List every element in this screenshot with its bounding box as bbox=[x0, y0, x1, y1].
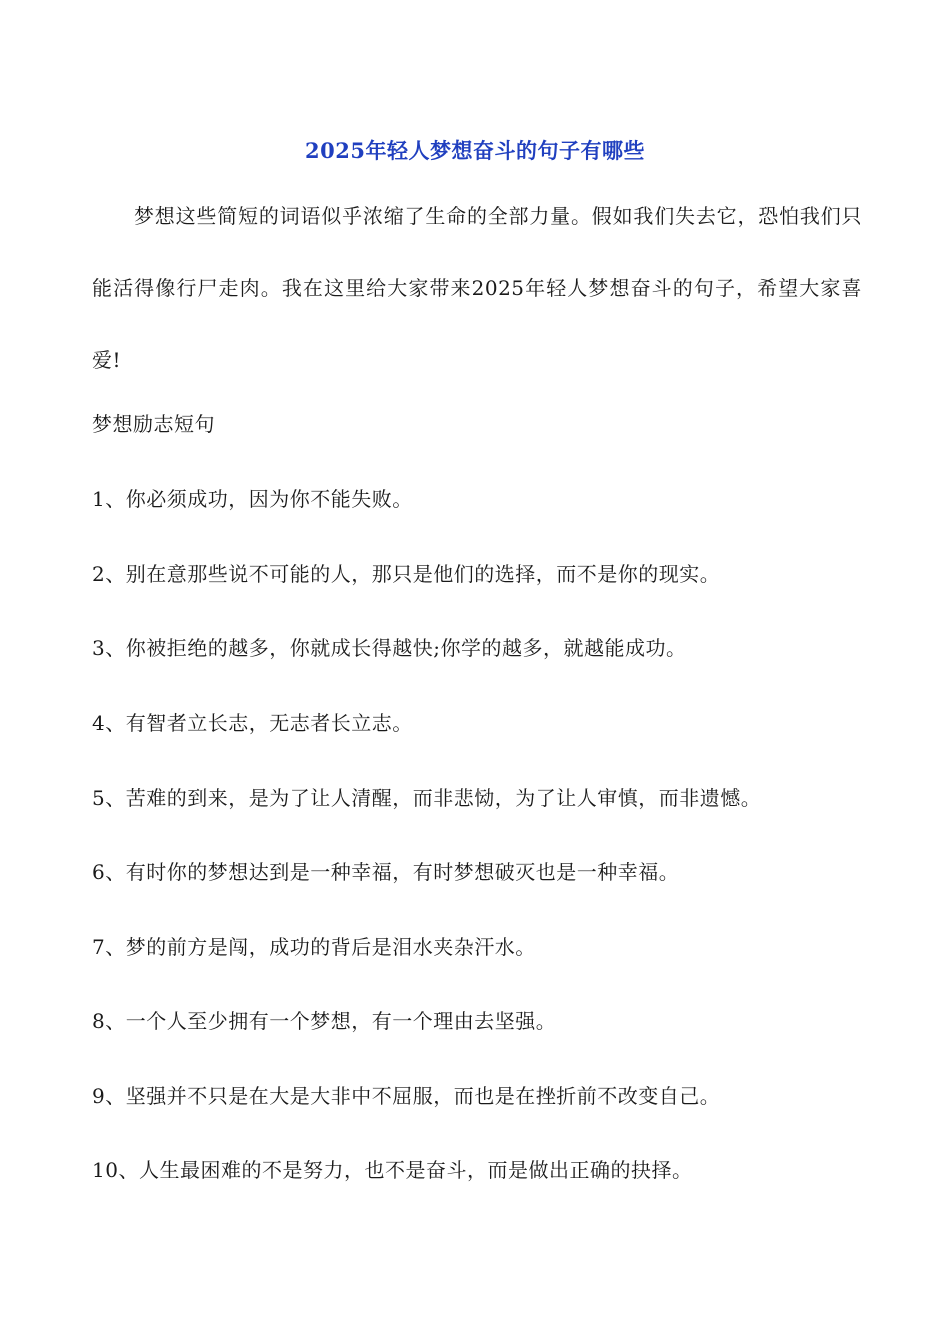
section-heading: 梦想励志短句 bbox=[92, 412, 215, 436]
intro-paragraph: 梦想这些简短的词语似乎浓缩了生命的全部力量。假如我们失去它，恐怕我们只能活得像行尸走肉。我在这里给大家带来2025年轻人梦想奋斗的句子，希望大家喜爱! bbox=[92, 204, 862, 372]
list-item: 3、你被拒绝的越多，你就成长得越快;你学的越多，就越能成功。 bbox=[92, 636, 687, 660]
list-item: 1、你必须成功，因为你不能失败。 bbox=[92, 487, 413, 511]
list-item: 10、人生最困难的不是努力，也不是奋斗，而是做出正确的抉择。 bbox=[92, 1158, 693, 1182]
list-item: 4、有智者立长志，无志者长立志。 bbox=[92, 711, 413, 735]
list-item: 6、有时你的梦想达到是一种幸福，有时梦想破灭也是一种幸福。 bbox=[92, 860, 680, 884]
list-item: 8、一个人至少拥有一个梦想，有一个理由去坚强。 bbox=[92, 1009, 557, 1033]
list-item: 9、坚强并不只是在大是大非中不屈服，而也是在挫折前不改变自己。 bbox=[92, 1084, 721, 1108]
document-title: 2025年轻人梦想奋斗的句子有哪些 bbox=[305, 138, 645, 163]
list-item: 7、梦的前方是闯，成功的背后是泪水夹杂汗水。 bbox=[92, 935, 536, 959]
list-item: 5、苦难的到来，是为了让人清醒，而非悲恸，为了让人审慎，而非遗憾。 bbox=[92, 786, 762, 810]
list-item: 2、别在意那些说不可能的人，那只是他们的选择，而不是你的现实。 bbox=[92, 562, 721, 586]
